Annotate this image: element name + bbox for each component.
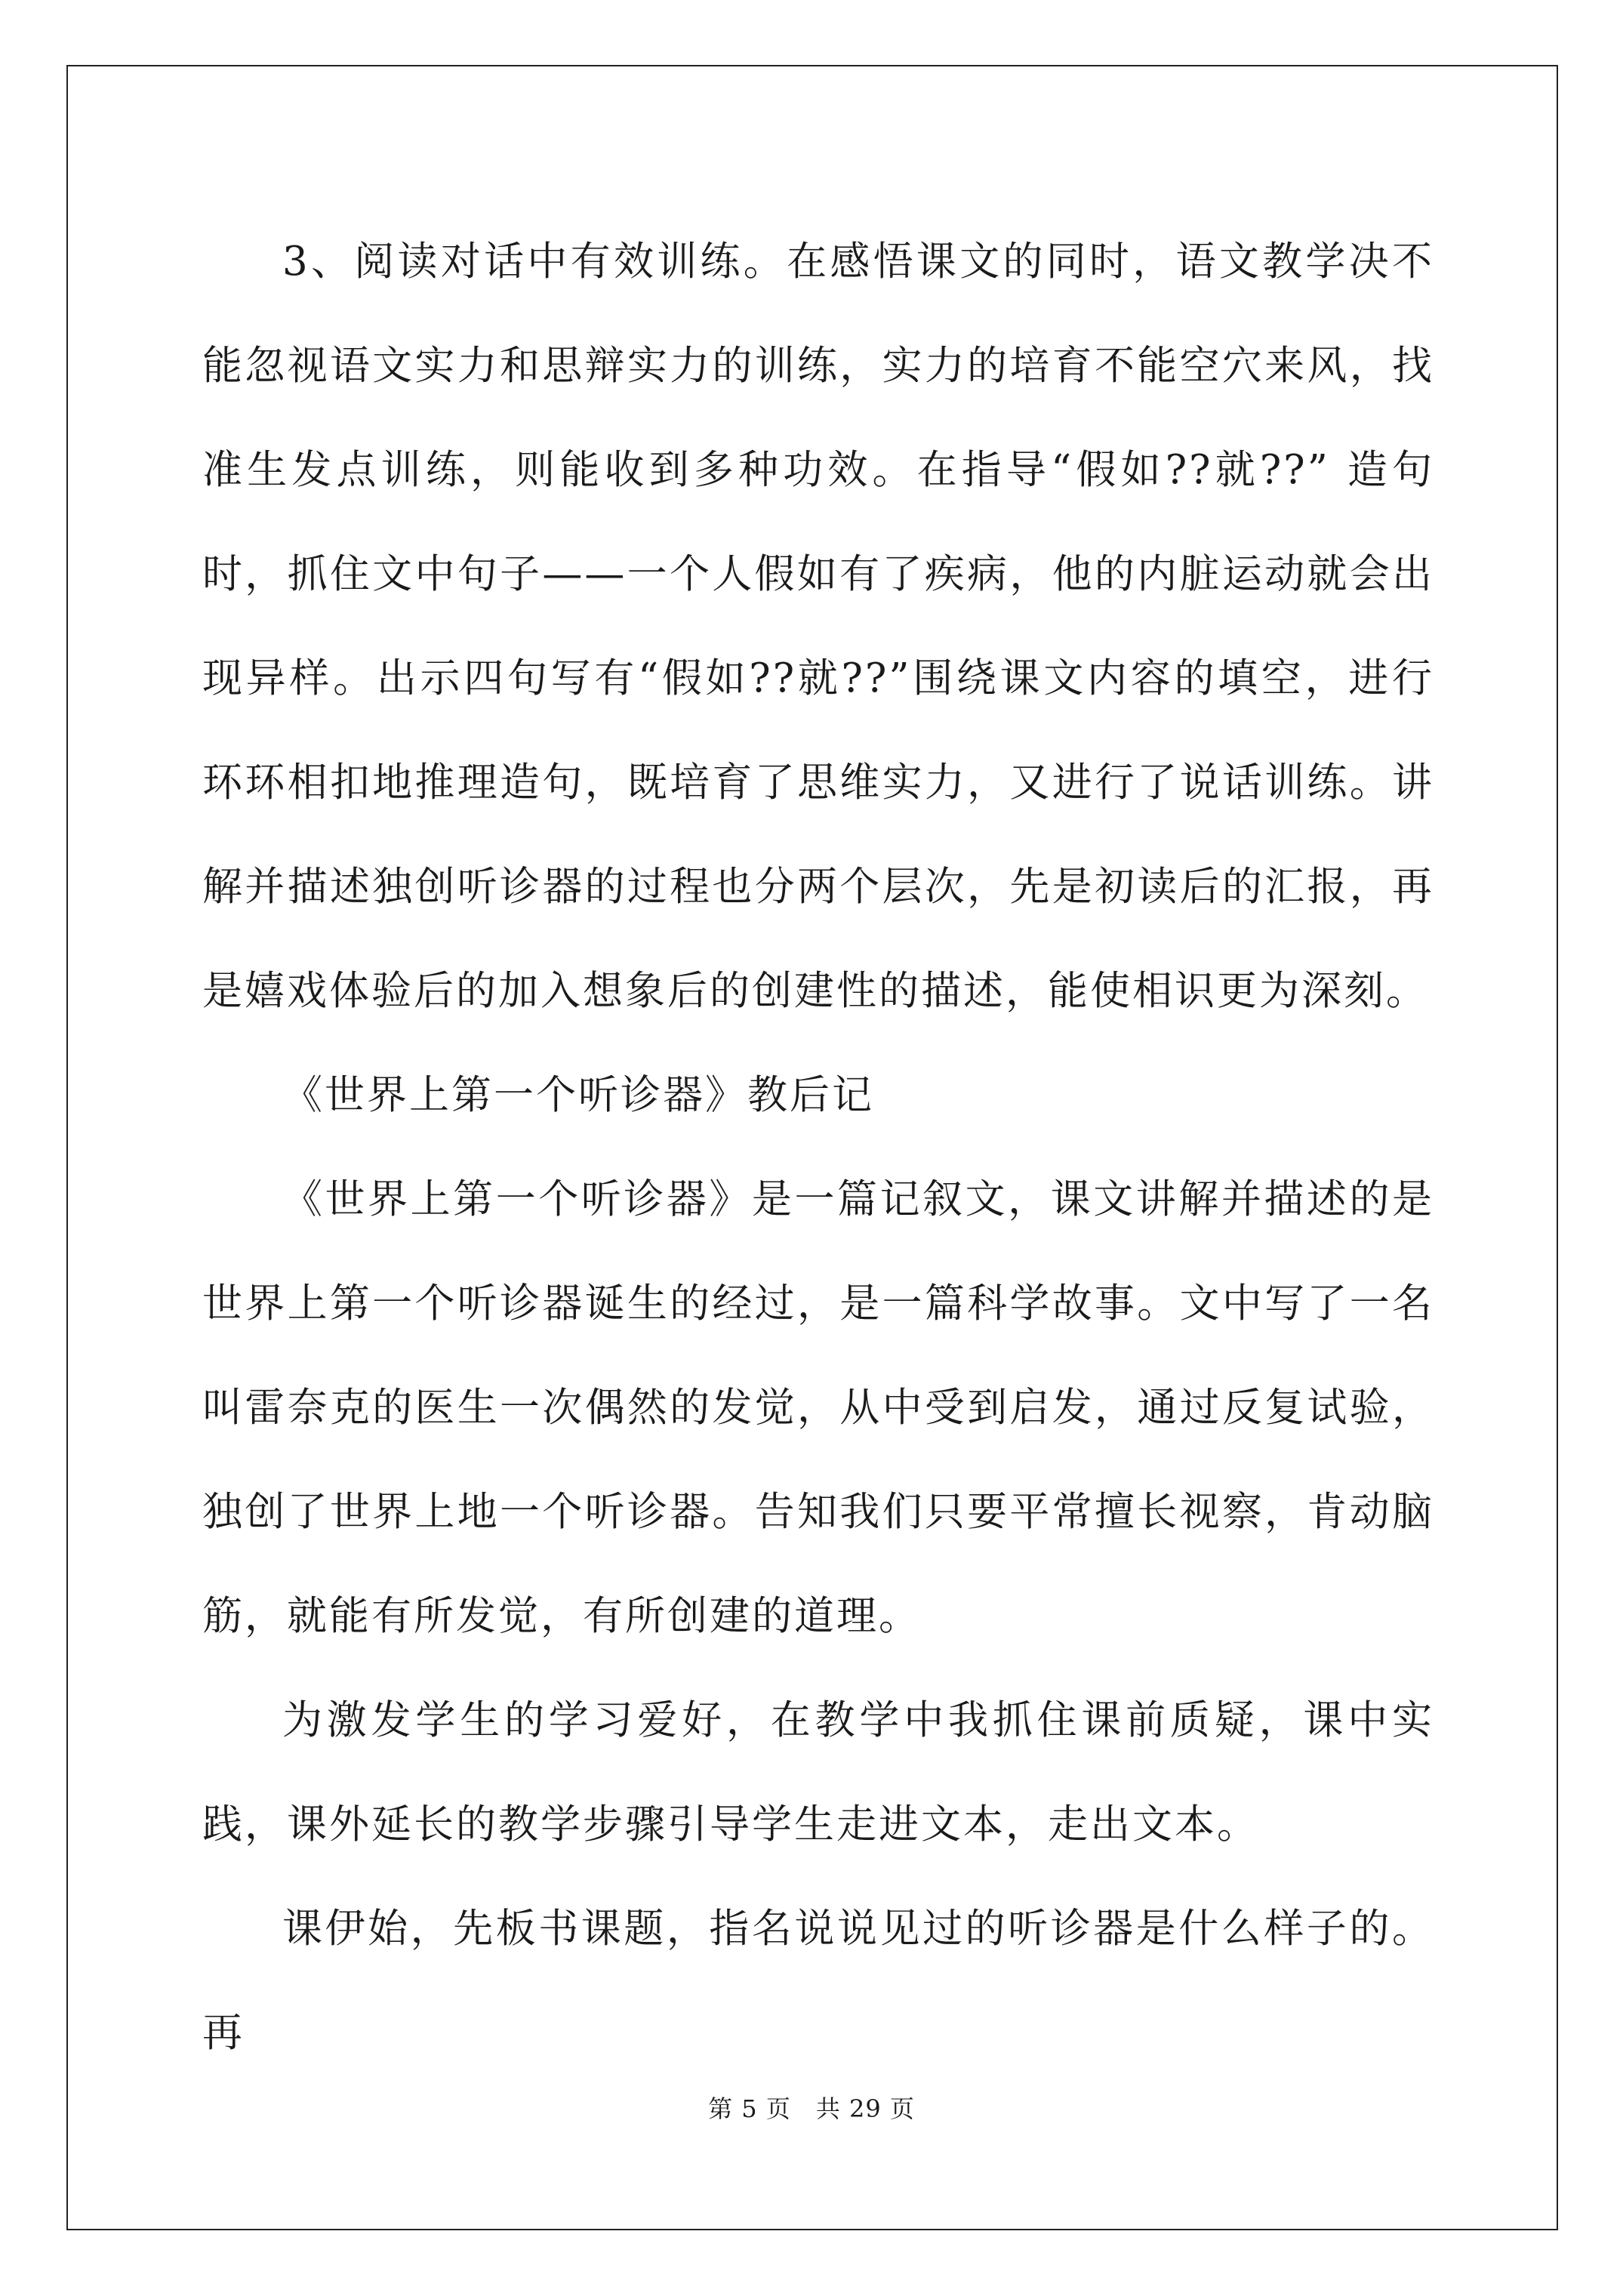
page-number-footer: 第 5 页 共 29 页: [708, 2094, 915, 2123]
paragraph-reading-dialogue: 3、阅读对话中有效训练。在感悟课文的同时，语文教学决不能忽视语文实力和思辩实力的训练，实力的培育不能空穴来风，找准生发点训练，则能收到多种功效。在指导“假如??就??” 造句时，抓住文中句子——一个人假如有了疾病，他的内脏运动就会出现异样。出示四句写有“假如??就??”围绕课文内容的填空，进行环环相扣地推理造句，既培育了思维实力，又进行了说话训练。讲解并描述独创听诊器的过程也分两个层次，先是初读后的汇报，再是嬉戏体验后的加入想象后的创建性的描述，能使相识更为深刻。: [202, 239, 1434, 1014]
paragraph-intro: 《世界上第一个听诊器》是一篇记叙文，课文讲解并描述的是世界上第一个听诊器诞生的经过，是一篇科学故事。文中写了一名叫雷奈克的医生一次偶然的发觉，从中受到启发，通过反复试验，独创了世界上地一个听诊器。告知我们只要平常擅长视察，肯动脑筋，就能有所发觉，有所创建的道理。: [202, 1176, 1434, 1639]
paragraph-motivation: 为激发学生的学习爱好，在教学中我抓住课前质疑，课中实践，课外延长的教学步骤引导学生走进文本，走出文本。: [202, 1697, 1434, 1848]
section-heading: 《世界上第一个听诊器》教后记: [282, 1072, 874, 1118]
document-body: [202, 210, 1434, 2085]
paragraph-lesson-start: 课伊始，先板书课题，指名说说见过的听诊器是什么样子的。再: [202, 1906, 1434, 2056]
